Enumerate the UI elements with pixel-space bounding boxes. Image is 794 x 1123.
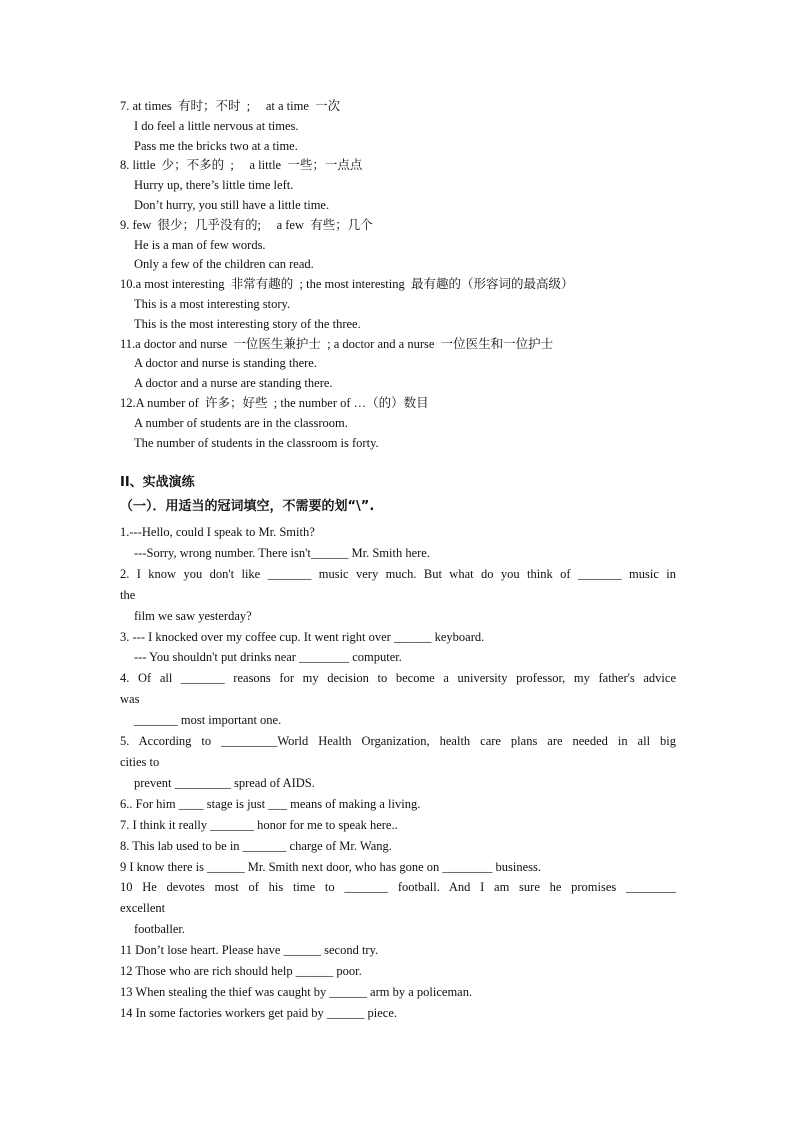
exercise-2-cont: the [120,587,136,602]
exercise-12: 12 Those who are rich should help ______ poor. [120,964,362,979]
vocab-item-12: 12.A number of 许多；好些 ; the number of …（的）数目 [120,395,429,410]
vocab-item-7: 7. at times 有时；不时 ; at a time 一次 [120,99,341,113]
example-sentence: Don’t hurry, you still have a little time. [134,197,330,212]
exercise-6: 6.. For him ____ stage is just ___ means of making a living. [120,796,421,811]
subsection-title: （一）．用适当的冠词填空，不需要的划“\”. [120,499,375,514]
exercise-1: 1.---Hello, could I speak to Mr. Smith? [120,525,315,539]
exercise-8: 8. This lab used to be in _______ charge of Mr. Wang. [120,838,392,853]
example-sentence: This is a most interesting story. [134,296,291,311]
example-sentence: He is a man of few words. [134,237,266,252]
exercise-7: 7. I think it really _______ honor for me to speak here.. [120,817,398,832]
exercise-5-cont: prevent _________ spread of AIDS. [134,775,315,790]
vocabulary-section [120,97,676,453]
example-sentence: Only a few of the children can read. [134,257,314,272]
exercise-4-cont: was [120,692,140,707]
exercise-5-cont: cities to [120,754,160,769]
example-sentence: A doctor and nurse is standing there. [134,356,317,371]
exercise-4-cont: _______ most important one. [134,713,282,728]
example-sentence: The number of students in the classroom is forty. [134,435,379,450]
exercise-1-reply: ---Sorry, wrong number. There isn't______ Mr. Smith here. [134,545,430,560]
exercise-13: 13 When stealing the thief was caught by ______ arm by a policeman. [120,984,473,999]
vocab-item-11: 11.a doctor and nurse 一位医生兼护士 ; a doctor and a nurse 一位医生和一位护士 [120,336,554,351]
exercise-2-cont: film we saw yesterday? [134,608,252,623]
exercise-2: 2. I know you don't like _______ music very much. But what do you think of _______ music in [120,566,676,581]
exercise-9: 9 I know there is ______ Mr. Smith next door, who has gone on ________ business. [120,859,542,874]
exercise-11: 11 Don’t lose heart. Please have ______ second try. [120,943,379,958]
example-sentence: Pass me the bricks two at a time. [134,138,298,153]
practice-section-header [120,472,676,518]
section-title: II、实战演练 [120,475,195,490]
exercise-10: 10 He devotes most of his time to _______ football. And I am sure he promises ________ [120,880,676,895]
exercise-3-reply: --- You shouldn't put drinks near ________ computer. [134,650,402,665]
example-sentence: I do feel a little nervous at times. [134,118,299,133]
exercise-4: 4. Of all _______ reasons for my decision to become a university professor, my father's advice [120,671,676,686]
exercise-10-cont: footballer. [134,922,186,937]
example-sentence: A number of students are in the classroom. [134,415,348,430]
example-sentence: Hurry up, there’s little time left. [134,178,294,193]
exercise-5: 5. According to _________World Health Organization, health care plans are needed in all big [120,734,676,749]
vocab-item-8: 8. little 少；不多的 ; a little 一些；一点点 [120,158,363,173]
exercise-10-cont: excellent [120,901,166,916]
exercise-14: 14 In some factories workers get paid by ______ piece. [120,1005,398,1020]
exercise-list [120,522,676,1024]
example-sentence: A doctor and a nurse are standing there. [134,376,333,391]
exercise-3: 3. --- I knocked over my coffee cup. It went right over ______ keyboard. [120,629,485,644]
example-sentence: This is the most interesting story of the three. [134,316,361,331]
vocab-item-10: 10.a most interesting 非常有趣的 ; the most interesting 最有趣的（形容词的最高级） [120,277,574,292]
vocab-item-9: 9. few 很少；几乎没有的; a few 有些；几个 [120,217,373,232]
